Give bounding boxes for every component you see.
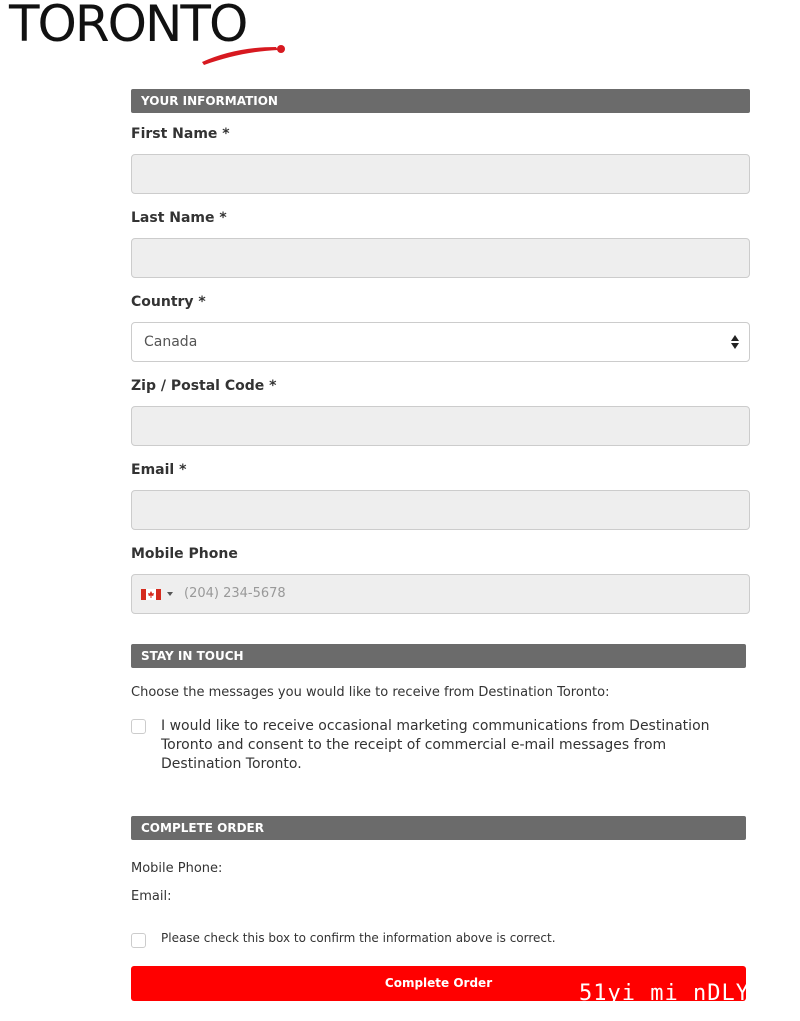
mobile-phone-placeholder: (204) 234-5678	[184, 586, 286, 601]
complete-order-header: COMPLETE ORDER	[131, 816, 746, 840]
mobile-phone-input[interactable]	[131, 574, 750, 614]
marketing-consent-row	[131, 717, 750, 774]
confirm-text: Please check this box to confirm the information above is correct.	[161, 931, 556, 945]
confirm-checkbox[interactable]	[131, 933, 146, 948]
toronto-logo	[9, 0, 299, 70]
order-email: Email:	[131, 889, 172, 904]
email-label: Email *	[131, 462, 187, 478]
first-name-input[interactable]	[131, 154, 750, 194]
complete-order-button[interactable]	[131, 966, 750, 1006]
marketing-consent-text: I would like to receive occasional marketing communications from Destination Toronto and consent to the receipt of commercial e-mail messages from Destination Toronto.	[161, 718, 710, 772]
complete-order-button-label: Complete Order	[384, 976, 493, 990]
canada-flag-icon[interactable]	[141, 589, 161, 600]
zip-label: Zip / Postal Code *	[131, 378, 277, 394]
last-name-label: Last Name *	[131, 210, 227, 226]
select-arrows-icon	[731, 334, 739, 350]
order-mobile-phone: Mobile Phone:	[131, 861, 223, 876]
country-code-caret-icon[interactable]	[167, 592, 173, 596]
stay-in-touch-intro: Choose the messages you would like to receive from Destination Toronto:	[131, 685, 610, 700]
logo-text: TORONTO	[9, 0, 247, 53]
logo-swoosh-icon	[194, 38, 294, 68]
stay-in-touch-header: STAY IN TOUCH	[131, 644, 746, 668]
zip-input[interactable]	[131, 406, 750, 446]
marketing-consent-checkbox[interactable]	[131, 719, 146, 734]
mobile-phone-label: Mobile Phone	[131, 546, 238, 562]
your-information-header: YOUR INFORMATION	[131, 89, 750, 113]
confirm-row	[131, 930, 750, 946]
first-name-label: First Name *	[131, 126, 230, 142]
last-name-input[interactable]	[131, 238, 750, 278]
order-form	[131, 89, 750, 1006]
country-label: Country *	[131, 294, 206, 310]
country-select[interactable]	[131, 322, 750, 362]
country-select-value: Canada	[144, 334, 198, 350]
email-input[interactable]	[131, 490, 750, 530]
watermark-text: 51yi mi nDLY	[579, 981, 750, 1006]
